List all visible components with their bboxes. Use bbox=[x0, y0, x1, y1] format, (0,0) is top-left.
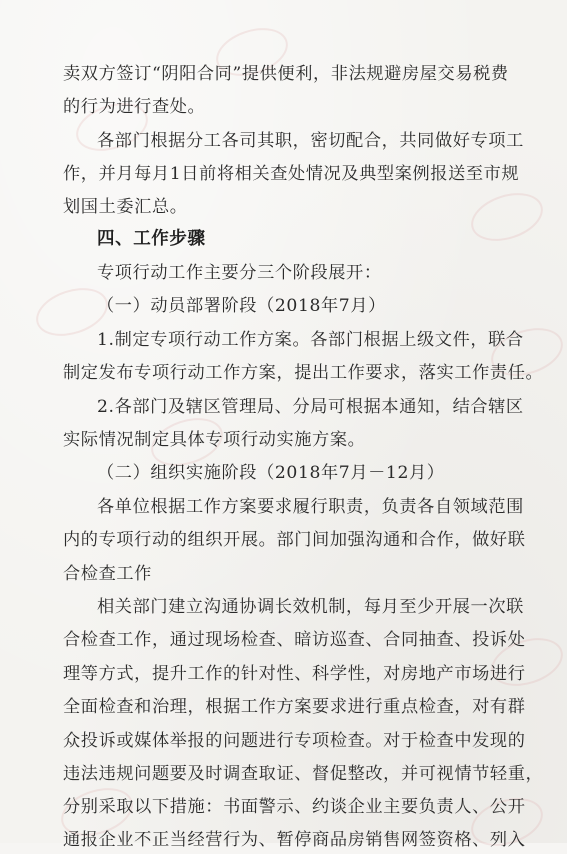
body-line: 制定发布专项行动工作方案，提出工作要求，落实工作责任。 bbox=[63, 363, 544, 383]
body-line: 1.制定专项行动工作方案。各部门根据上级文件，联合 bbox=[97, 330, 524, 350]
body-line: 内的专项行动的组织开展。部门间加强沟通和合作，做好联 bbox=[63, 530, 526, 550]
body-line: 相关部门建立沟通协调长效机制，每月至少开展一次联 bbox=[97, 597, 524, 617]
body-line: 理等方式，提升工作的针对性、科学性，对房地产市场进行 bbox=[63, 664, 526, 684]
body-line: 全面检查和治理，根据工作方案要求进行重点检查，对有群 bbox=[63, 697, 526, 717]
section-heading: 四、工作步骤 bbox=[97, 229, 206, 249]
body-line: 通报企业不正当经营行为、暂停商品房销售网签资格、列入 bbox=[63, 830, 526, 850]
body-line: 合检查工作，通过现场检查、暗访巡查、合同抽查、投诉处 bbox=[63, 630, 526, 650]
body-line: 违法违规问题要及时调查取证、督促整改，并可视情节轻重， bbox=[63, 764, 544, 784]
body-line: 众投诉或媒体举报的问题进行专项检查。对于检查中发现的 bbox=[63, 731, 526, 751]
body-line: 各单位根据工作方案要求履行职责，负责各自领域范围 bbox=[97, 497, 524, 517]
body-line: 作，并月每月1日前将相关查处情况及典型案例报送至市规 bbox=[63, 164, 520, 184]
body-line: 卖双方签订“阴阳合同”提供便利，非法规避房屋交易税费 bbox=[63, 64, 509, 84]
body-line: 各部门根据分工各司其职，密切配合，共同做好专项工 bbox=[97, 131, 524, 151]
body-line: 划国土委汇总。 bbox=[63, 197, 188, 217]
body-line: 专项行动工作主要分三个阶段展开： bbox=[97, 263, 382, 283]
subsection-heading: （一）动员部署阶段（2018年7月） bbox=[97, 296, 386, 316]
subsection-heading: （二）组织实施阶段（2018年7月－12月） bbox=[97, 463, 445, 483]
body-line: 实际情况制定具体专项行动实施方案。 bbox=[63, 430, 366, 450]
body-line: 的行为进行查处。 bbox=[63, 97, 206, 117]
body-line: 合检查工作 bbox=[63, 564, 152, 584]
body-line: 分别采取以下措施：书面警示、约谈企业主要负责人、公开 bbox=[63, 797, 526, 817]
body-line: 2.各部门及辖区管理局、分局可根据本通知，结合辖区 bbox=[97, 397, 524, 417]
